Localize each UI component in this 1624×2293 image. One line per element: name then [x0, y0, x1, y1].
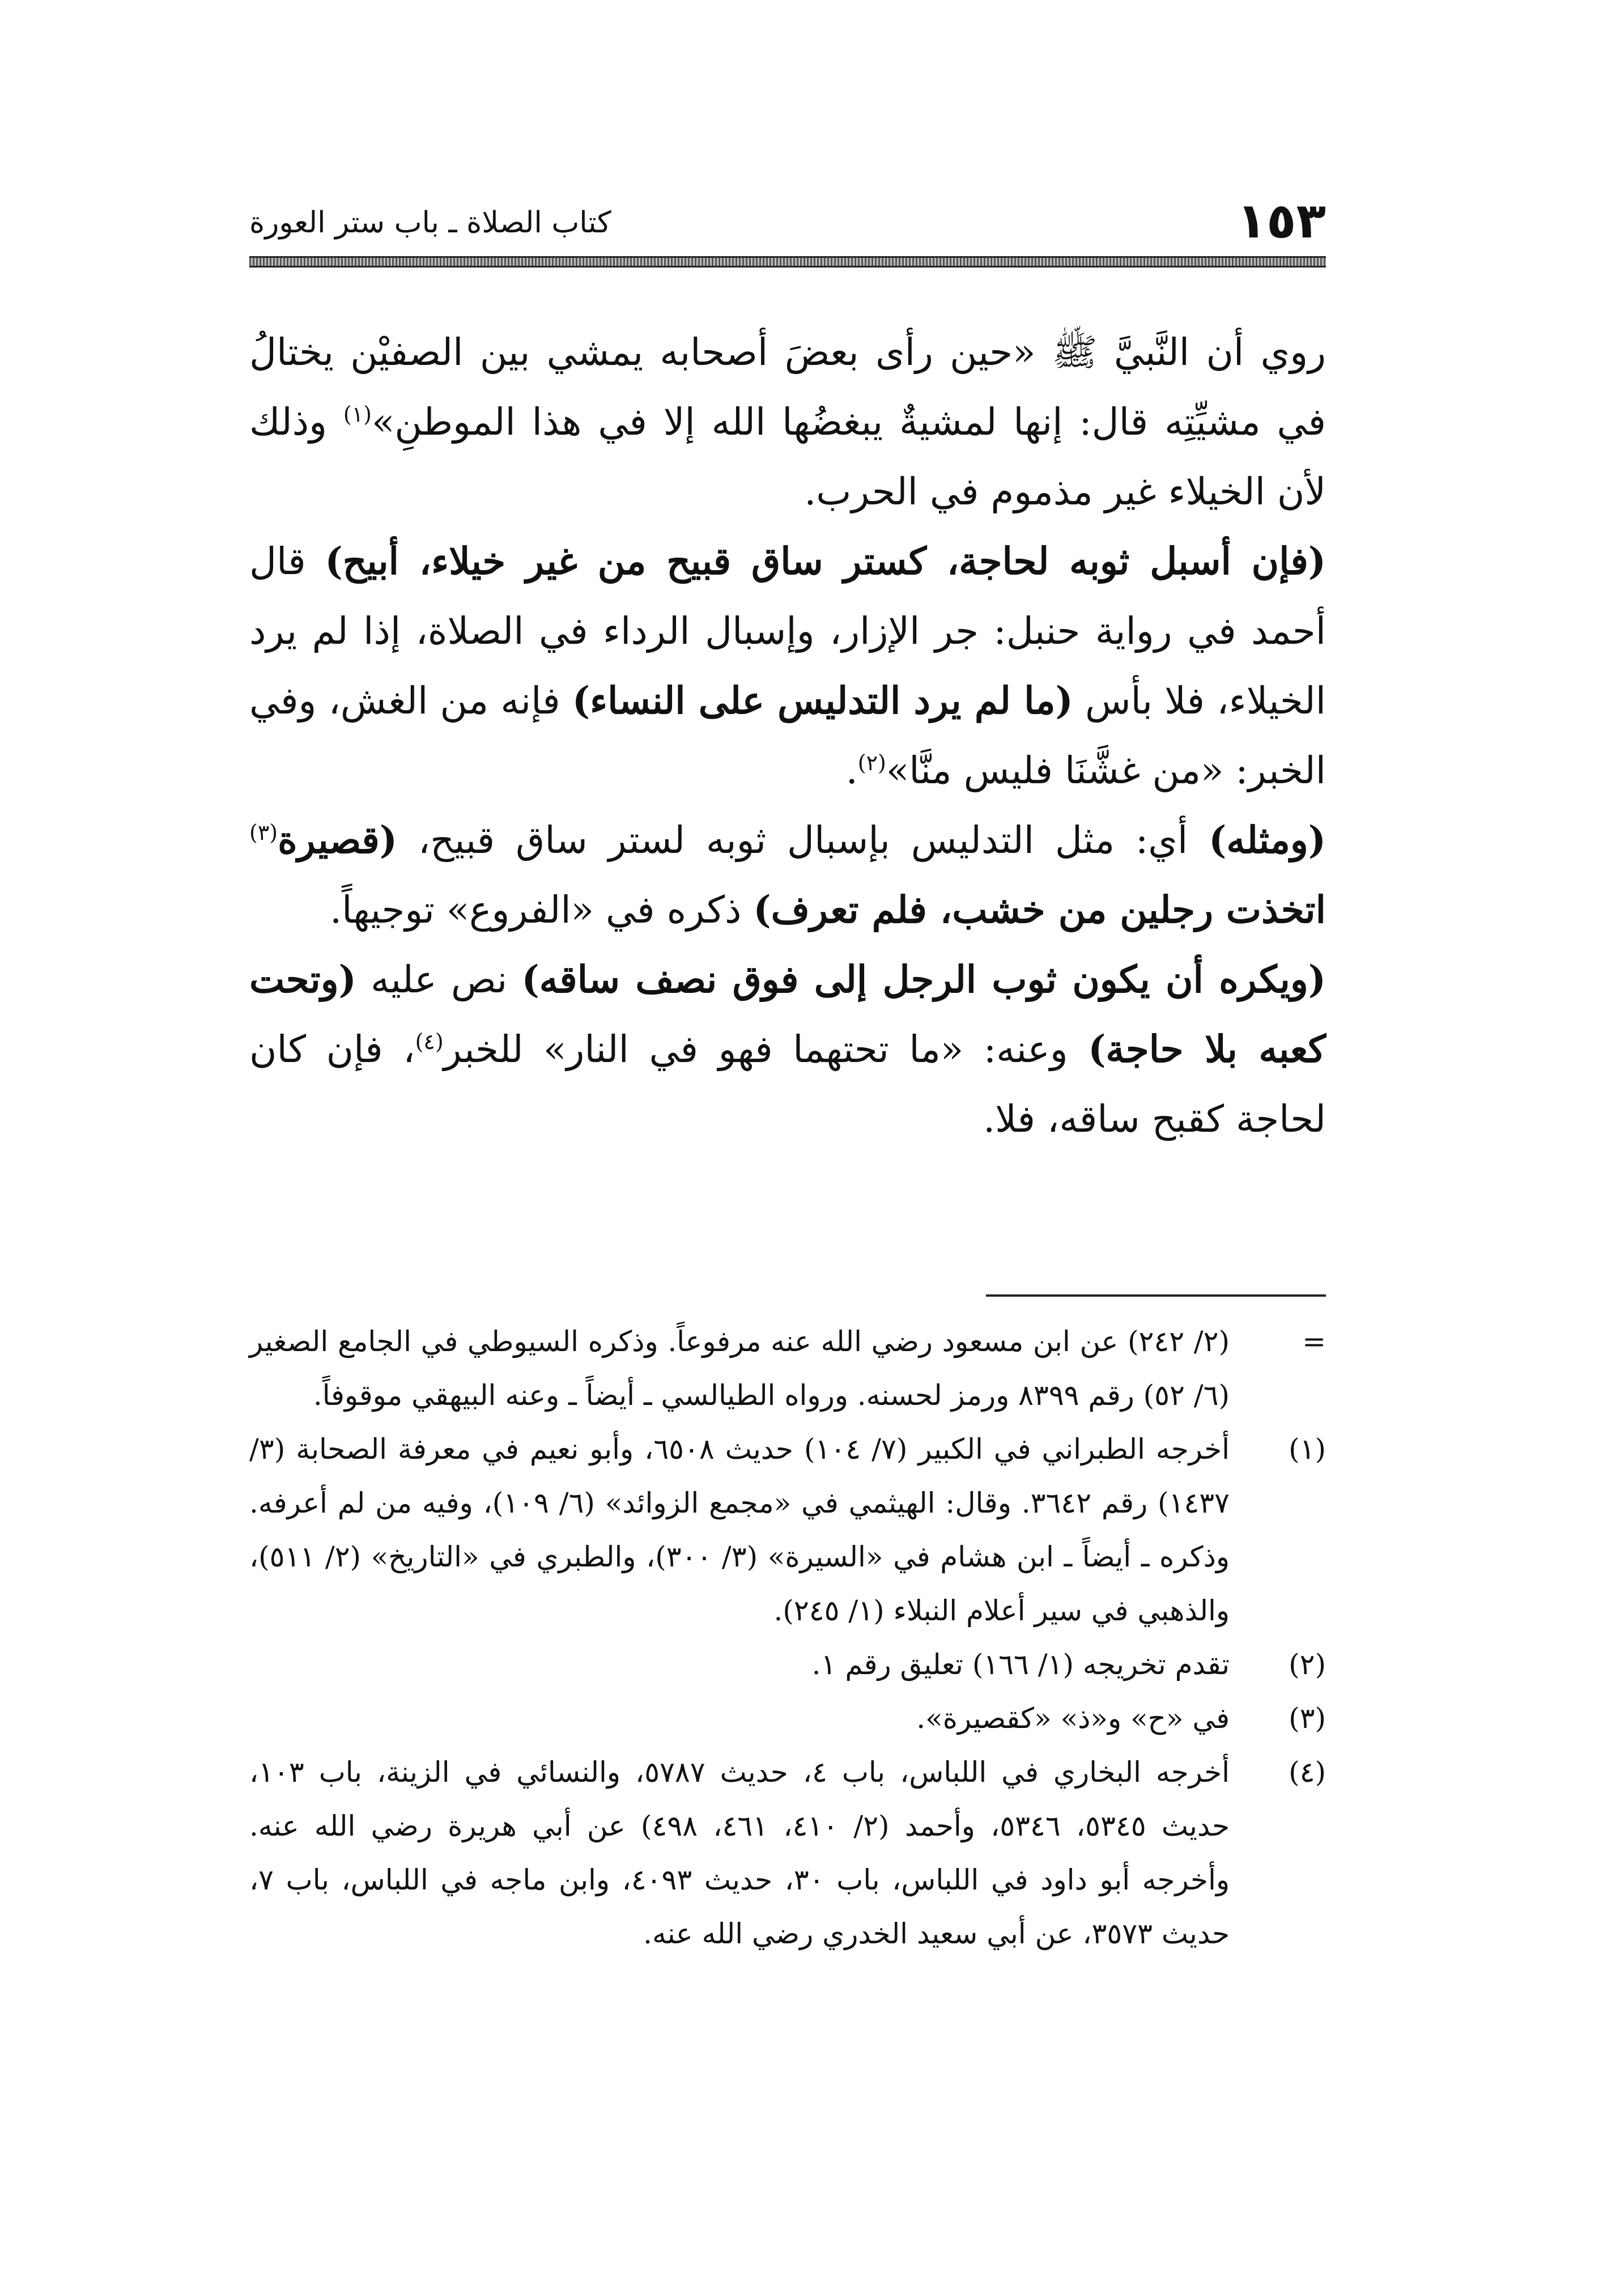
text-run: . — [845, 749, 858, 792]
paragraph-1 — [249, 317, 1326, 526]
footnotes — [249, 1315, 1326, 1961]
footnote-text: (٢/ ٢٤٢) عن ابن مسعود رضي الله عنه مرفوعاً. وذكره السيوطي في الجامع الصغير (٦/ ٥٢) رقم ٨٣٩٩ ورمز لحسنه. ورواه الطيالسي ـ أيضاً ـ وعنه البيهقي موقوفاً. — [249, 1325, 1230, 1412]
footnote-3 — [249, 1692, 1326, 1746]
bold-text: (ويكره أن يكون ثوب الرجل إلى فوق نصف ساقه) — [521, 957, 1326, 1001]
text-run: وذلك لأن الخيلاء غير مذموم في الحرب. — [249, 400, 1326, 513]
footnote-ref-4: (٤) — [415, 1029, 444, 1054]
paragraph-4 — [249, 945, 1326, 1154]
header-rule — [249, 256, 1326, 267]
text-run: نص عليه — [356, 958, 522, 1001]
page-header — [249, 187, 1326, 261]
footnote-2 — [249, 1638, 1326, 1692]
footnote-number: (١) — [1289, 1433, 1326, 1466]
footnote-text: في «ح» و«ذ» «كقصيرة». — [916, 1702, 1230, 1735]
bold-text: (فإن أسبل ثوبه لحاجة، كستر ساق قبيح من غير خيلاء، أبيح) — [325, 539, 1326, 583]
bold-text: اتخذت رجلين من خشب، فلم تعرف) — [753, 888, 1326, 932]
bold-text: (قصيرة — [278, 818, 398, 862]
running-head: كتاب الصلاة ـ باب ستر العورة — [249, 206, 611, 240]
footnote-ref-1: (١) — [343, 402, 372, 427]
footnote-number: (٤) — [1289, 1756, 1326, 1789]
paragraph-3 — [249, 805, 1326, 945]
main-text — [249, 317, 1326, 1154]
footnote-1 — [249, 1422, 1326, 1638]
footnote-text: أخرجه البخاري في اللباس، باب ٤، حديث ٥٧٨٧، والنسائي في الزينة، باب ١٠٣، حديث ٥٣٤٥، ٥٣٤٦، وأحمد (٢/ ٤١٠، ٤٦١، ٤٩٨) عن أبي هريرة رضي الله عنه. وأخرجه أبو داود في اللباس، باب ٣٠، حديث ٤٠٩٣، وابن ماجه في اللباس، باب ٧، حديث ٣٥٧٣، عن أبي سعيد الخدري رضي الله عنه. — [249, 1756, 1230, 1950]
footnote-number: (٣) — [1289, 1702, 1326, 1735]
text-run: قال أحمد في رواية حنبل: جر الإزار، وإسبال الرداء في الصلاة، إذا لم يرد الخيلاء، فلا بأس — [249, 540, 1326, 723]
paragraph-2 — [249, 526, 1326, 805]
footnote-ref-2: (٢) — [857, 750, 886, 775]
text-run: أي: مثل التدليس بإسبال ثوبه لستر ساق قبيح، — [397, 818, 1209, 862]
footnote-separator — [986, 1294, 1326, 1297]
text-run: فإنه من الغش، وفي الخبر: «من غشَّنَا فليس منَّا» — [249, 679, 1326, 792]
footnote-number: = — [1302, 1325, 1326, 1358]
bold-text: (ومثله) — [1209, 818, 1326, 862]
bold-text: (ما لم يرد التدليس على النساء) — [572, 678, 1073, 723]
footnote-number: (٢) — [1289, 1648, 1326, 1681]
text-run: ذكره في «الفروع» توجيهاً. — [330, 888, 754, 932]
footnote-ref-3: (٣) — [249, 820, 278, 845]
text-run: وعنه: «ما تحتهما فهو في النار» للخبر — [443, 1027, 1089, 1071]
bold-text: (وتحت كعبه بلا حاجة) — [249, 957, 1326, 1071]
footnote-4 — [249, 1746, 1326, 1961]
text-run: ، فإن كان لحاجة كقبح ساقه، فلا. — [249, 1027, 1326, 1141]
text-run: روي أن النَّبيَّ ﷺ «حين رأى بعضَ أصحابه يمشي بين الصفيْن يختالُ في مشيِّتِه قال: إنها لمشيةٌ يبغضُها الله إلا في هذا الموطنِ» — [249, 330, 1326, 444]
footnote-text: تقدم تخريجه (١/ ١٦٦) تعليق رقم ١. — [811, 1648, 1230, 1681]
page-number: ١٥٣ — [1236, 193, 1326, 249]
footnote-text: أخرجه الطبراني في الكبير (٧/ ١٠٤) حديث ٦٥٠٨، وأبو نعيم في معرفة الصحابة (٣/ ١٤٣٧) رقم ٣٦٤٢. وقال: الهيثمي في «مجمع الزوائد» (٦/ ١٠٩)، وفيه من لم أعرفه. وذكره ـ أيضاً ـ ابن هشام في «السيرة» (٣/ ٣٠٠)، والطبري في «التاريخ» (٢/ ٥١١)، والذهبي في سير أعلام النبلاء (١/ ٢٤٥). — [249, 1433, 1230, 1627]
footnote-continued — [249, 1315, 1326, 1422]
